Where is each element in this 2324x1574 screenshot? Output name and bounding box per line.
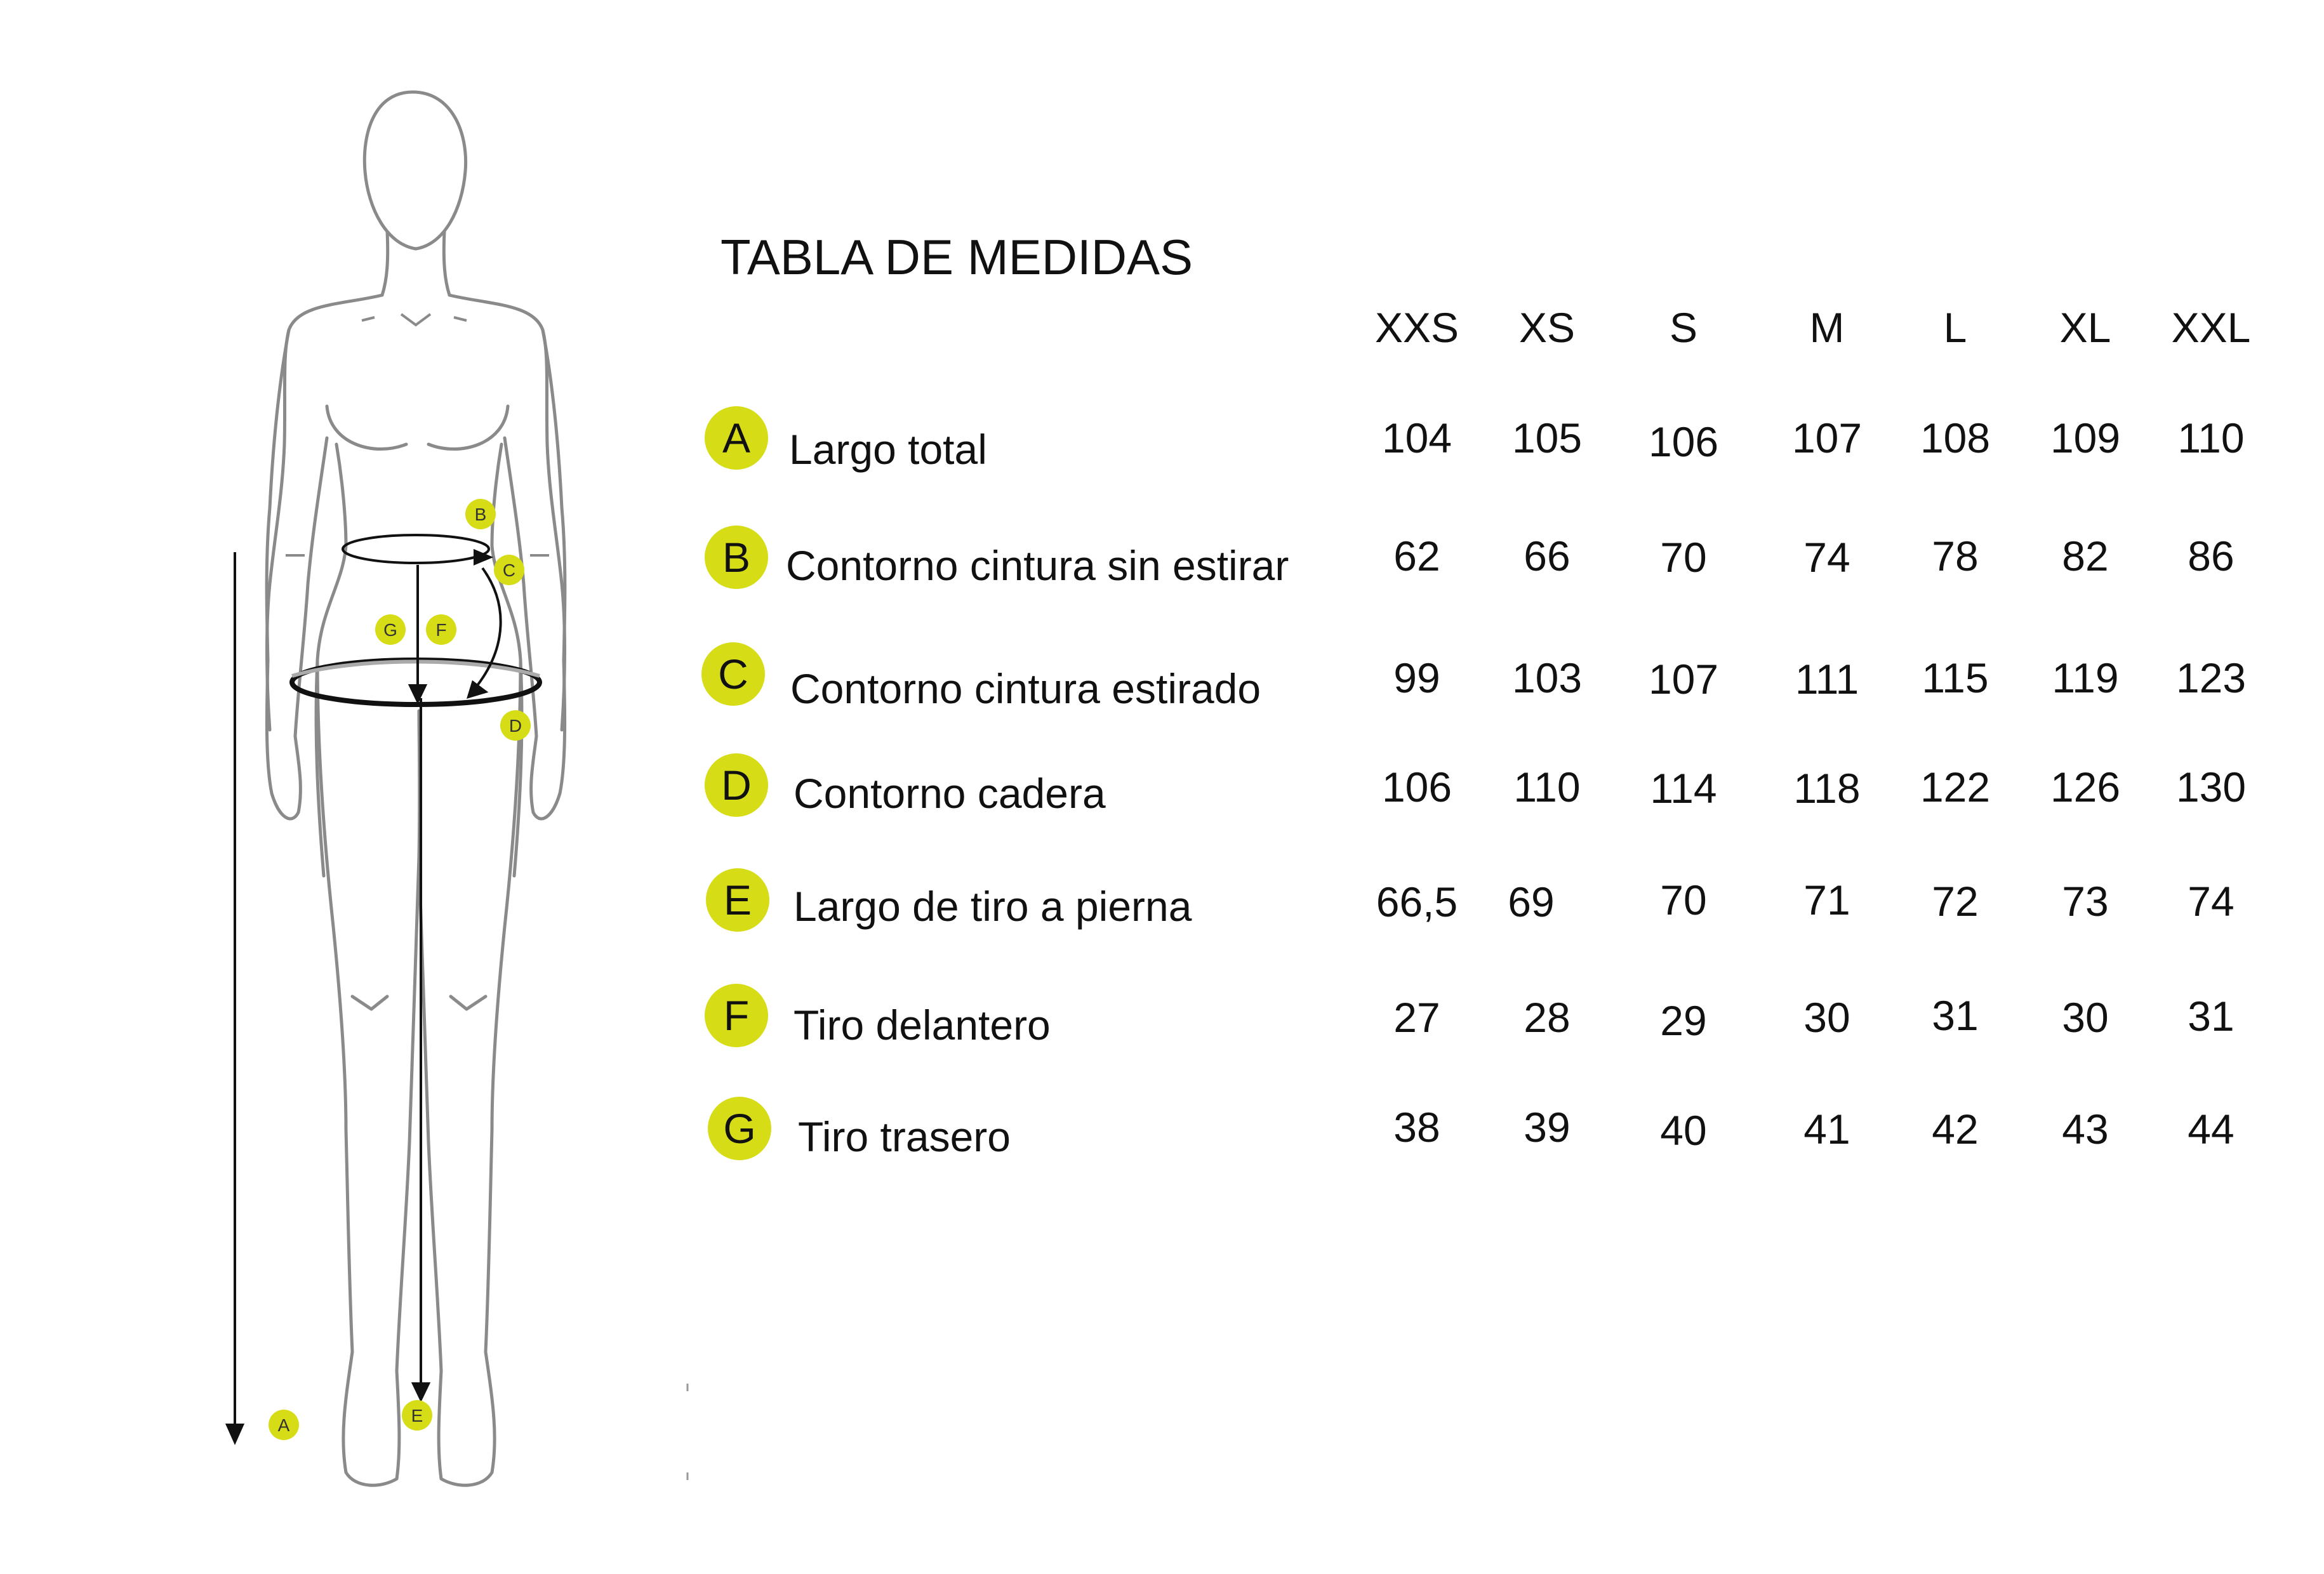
svg-text:B: B xyxy=(474,505,487,524)
table-cell: 66 xyxy=(1524,532,1570,579)
table-cell: 99 xyxy=(1393,654,1440,701)
svg-text:C: C xyxy=(502,560,516,580)
table-cell: 41 xyxy=(1803,1106,1850,1153)
figure-marker-b xyxy=(465,499,496,529)
row-letter-badge: G xyxy=(708,1097,771,1160)
table-cell: 104 xyxy=(1381,414,1452,461)
table-cell: 70 xyxy=(1660,534,1707,581)
figure-marker-g xyxy=(375,614,406,645)
table-cell: 31 xyxy=(1932,992,1979,1039)
row-label: Largo total xyxy=(789,426,987,473)
table-cell: 38 xyxy=(1393,1104,1440,1151)
table-cell: 69 xyxy=(1508,878,1555,925)
table-cell: 109 xyxy=(2050,414,2121,461)
table-cell: 110 xyxy=(1513,764,1581,810)
table-cell: 107 xyxy=(1648,656,1719,703)
table-cell: 30 xyxy=(1803,994,1850,1041)
table-cell: 73 xyxy=(2062,878,2109,925)
table-cell: 126 xyxy=(2050,764,2121,810)
row-letter-badge: E xyxy=(706,868,769,932)
figure-head xyxy=(364,92,465,249)
size-header-m: M xyxy=(1809,304,1845,351)
figure-marker-d xyxy=(500,710,531,741)
table-cell: 71 xyxy=(1803,876,1850,923)
svg-text:E: E xyxy=(411,1406,423,1425)
table-cell: 78 xyxy=(1932,532,1979,579)
table-cell: 105 xyxy=(1511,414,1583,461)
table-cell: 82 xyxy=(2062,532,2109,579)
row-label: Contorno cadera xyxy=(793,770,1106,817)
size-header-xxl: XXL xyxy=(2171,304,2251,351)
table-row xyxy=(0,642,2324,712)
figure-marker-e xyxy=(402,1400,432,1431)
table-cell: 39 xyxy=(1524,1104,1570,1151)
table-cell: 114 xyxy=(1650,765,1717,812)
svg-text:A: A xyxy=(277,1415,290,1435)
table-row xyxy=(0,1097,2324,1167)
table-cell: 43 xyxy=(2062,1106,2109,1153)
table-row xyxy=(0,753,2324,823)
table-cell: 107 xyxy=(1791,414,1863,461)
table-cell: 30 xyxy=(2062,994,2109,1041)
table-cell: 108 xyxy=(1920,414,1991,461)
figure-marker-f xyxy=(426,614,456,645)
row-letter-badge: D xyxy=(705,753,768,817)
table-cell: 31 xyxy=(2188,993,2234,1040)
table-cell: 110 xyxy=(2177,414,2245,461)
row-letter-badge: F xyxy=(705,984,768,1047)
table-cell: 66,5 xyxy=(1376,878,1458,925)
table-cell: 74 xyxy=(1803,534,1850,581)
row-label: Tiro trasero xyxy=(798,1113,1011,1160)
figure-marker-a xyxy=(269,1410,299,1440)
table-cell: 123 xyxy=(2175,654,2247,701)
table-row xyxy=(0,984,2324,1054)
row-label: Tiro delantero xyxy=(793,1002,1051,1048)
table-cell: 44 xyxy=(2188,1106,2234,1153)
size-header-l: L xyxy=(1943,304,1967,351)
table-cell: 72 xyxy=(1932,878,1979,925)
table-cell: 103 xyxy=(1511,654,1583,701)
svg-text:F: F xyxy=(435,620,447,640)
table-cell: 86 xyxy=(2188,532,2234,579)
row-label: Largo de tiro a pierna xyxy=(793,883,1192,930)
size-header-xl: XL xyxy=(2059,304,2111,351)
table-cell: 42 xyxy=(1932,1106,1979,1153)
table-cell: 62 xyxy=(1393,532,1440,579)
table-cell: 74 xyxy=(2188,878,2234,925)
table-row xyxy=(0,526,2324,595)
table-cell: 122 xyxy=(1920,764,1991,810)
size-header-xs: XS xyxy=(1518,304,1576,351)
table-cell: 118 xyxy=(1793,765,1861,812)
row-label: Contorno cintura sin estirar xyxy=(786,542,1289,589)
svg-text:D: D xyxy=(508,716,522,736)
table-cell: 27 xyxy=(1393,994,1440,1041)
table-cell: 40 xyxy=(1660,1107,1707,1154)
row-letter-badge: C xyxy=(701,642,765,706)
table-cell: 119 xyxy=(2052,654,2119,701)
table-cell: 70 xyxy=(1660,876,1707,923)
row-label: Contorno cintura estirado xyxy=(790,665,1261,712)
size-header-s: S xyxy=(1669,304,1698,351)
row-letter-badge: B xyxy=(705,526,768,589)
table-cell: 111 xyxy=(1795,656,1859,703)
size-header-xxs: XXS xyxy=(1374,304,1459,351)
row-letter-badge: A xyxy=(705,406,768,470)
page-title: TABLA DE MEDIDAS xyxy=(720,229,1193,285)
table-row xyxy=(0,868,2324,938)
table-cell: 106 xyxy=(1648,418,1719,465)
table-cell: 115 xyxy=(1922,654,1989,701)
table-cell: 130 xyxy=(2175,764,2247,810)
table-row xyxy=(0,406,2324,476)
table-cell: 106 xyxy=(1381,764,1452,810)
table-cell: 29 xyxy=(1660,997,1707,1044)
table-cell: 28 xyxy=(1524,994,1570,1041)
svg-text:G: G xyxy=(383,620,397,640)
